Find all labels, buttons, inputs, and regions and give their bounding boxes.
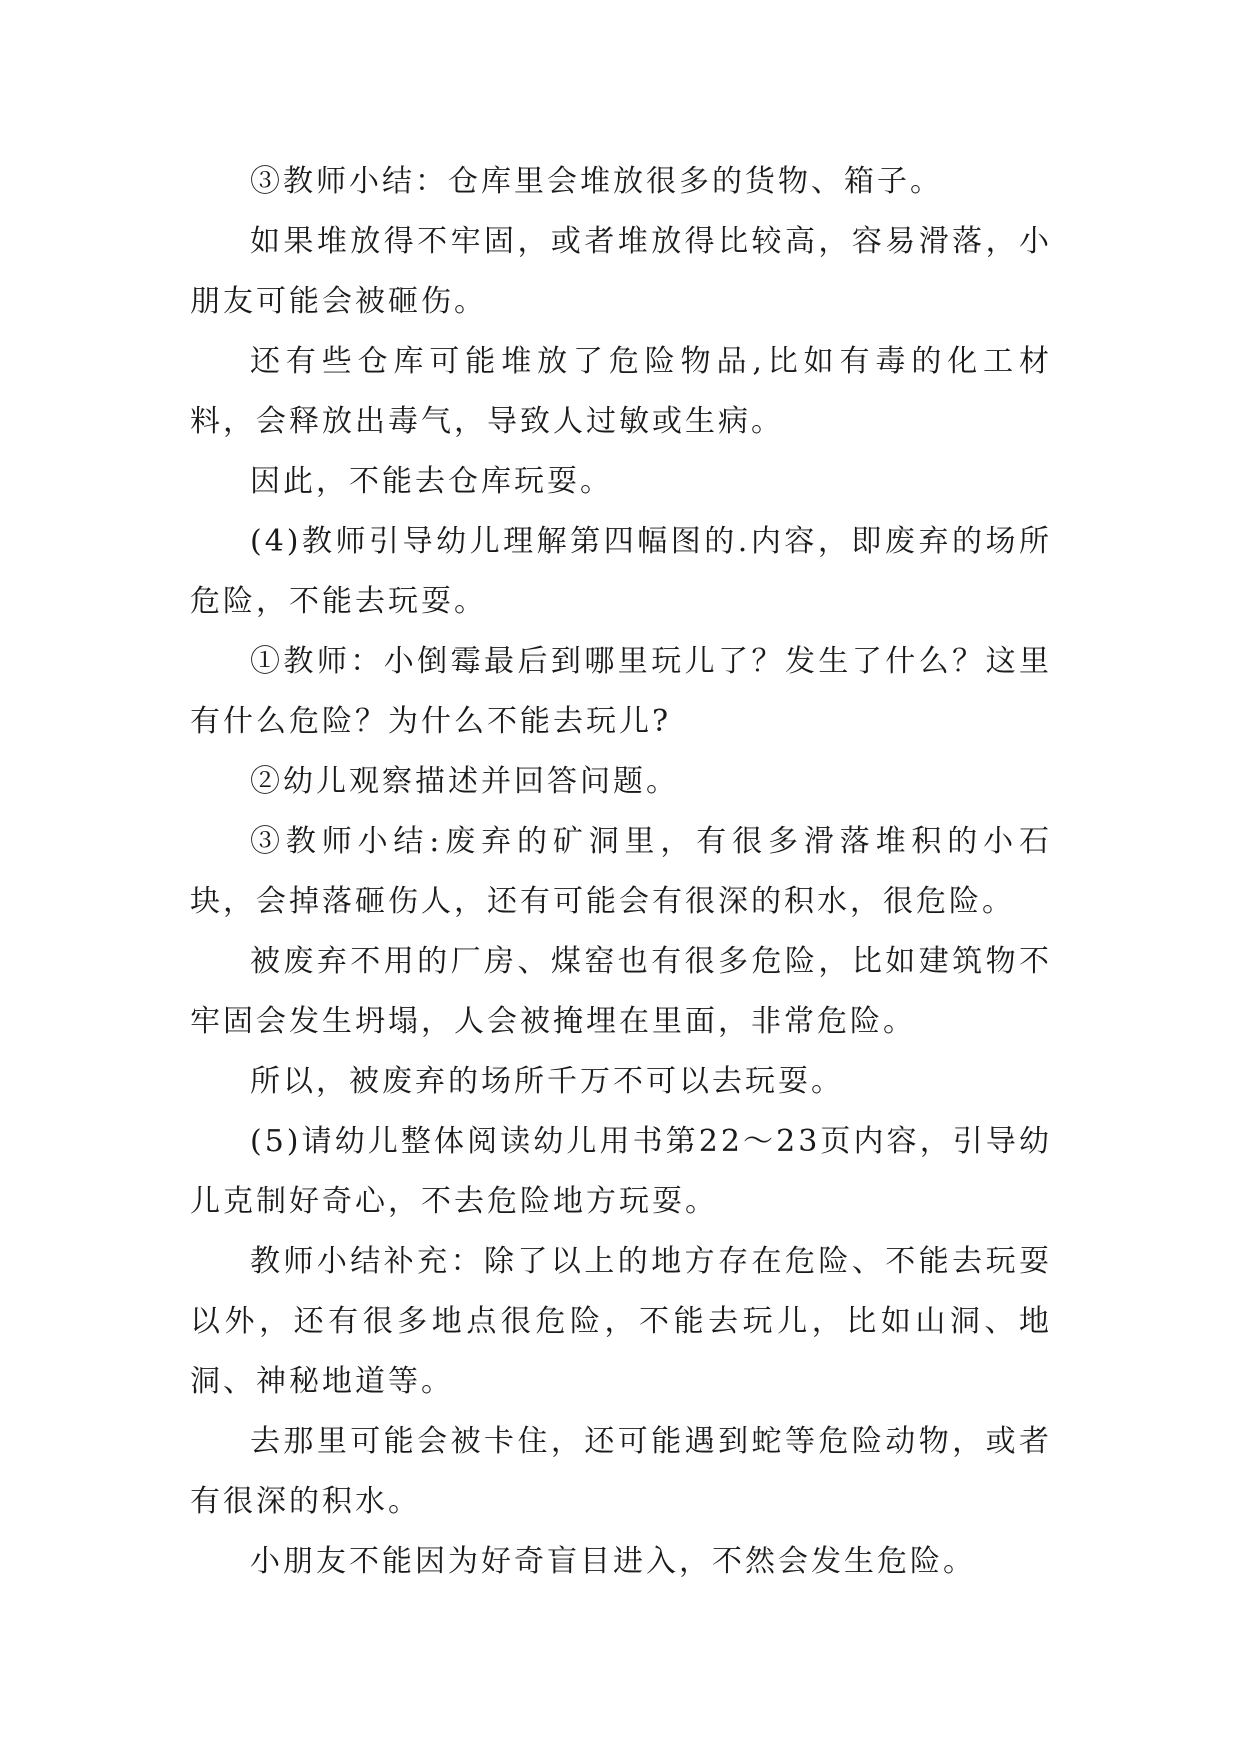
paragraph: 小朋友不能因为好奇盲目进入，不然会发生危险。 bbox=[250, 1544, 976, 1579]
paragraph: 所以，被废弃的场所千万不可以去玩耍。 bbox=[250, 1064, 844, 1099]
paragraph: ①教师：小倒霉最后到哪里玩儿了？发生了什么？这里有什么危险？为什么不能去玩儿? bbox=[190, 644, 1052, 739]
paragraph: ②幼儿观察描述并回答问题。 bbox=[250, 764, 679, 799]
paragraph: ③教师小结：仓库里会堆放很多的货物、箱子。 bbox=[250, 164, 943, 199]
paragraph: ③教师小结:废弃的矿洞里，有很多滑落堆积的小石块，会掉落砸伤人，还有可能会有很深的积水，很危险。 bbox=[190, 824, 1052, 919]
document-body bbox=[190, 152, 1052, 1592]
paragraph: (5)请幼儿整体阅读幼儿用书第22～23页内容，引导幼儿克制好奇心，不去危险地方玩耍。 bbox=[190, 1124, 1052, 1219]
paragraph: 去那里可能会被卡住，还可能遇到蛇等危险动物，或者有很深的积水。 bbox=[190, 1424, 1052, 1519]
paragraph: (4)教师引导幼儿理解第四幅图的.内容，即废弃的场所危险，不能去玩耍。 bbox=[190, 524, 1052, 619]
paragraph: 教师小结补充：除了以上的地方存在危险、不能去玩耍以外，还有很多地点很危险，不能去玩儿，比如山洞、地洞、神秘地道等。 bbox=[190, 1244, 1052, 1399]
paragraph: 还有些仓库可能堆放了危险物品,比如有毒的化工材料，会释放出毒气，导致人过敏或生病。 bbox=[190, 344, 1052, 439]
paragraph: 如果堆放得不牢固，或者堆放得比较高，容易滑落，小朋友可能会被砸伤。 bbox=[190, 224, 1052, 319]
paragraph: 因此，不能去仓库玩耍。 bbox=[250, 464, 613, 499]
paragraph: 被废弃不用的厂房、煤窑也有很多危险，比如建筑物不牢固会发生坍塌，人会被掩埋在里面，非常危险。 bbox=[190, 944, 1052, 1039]
